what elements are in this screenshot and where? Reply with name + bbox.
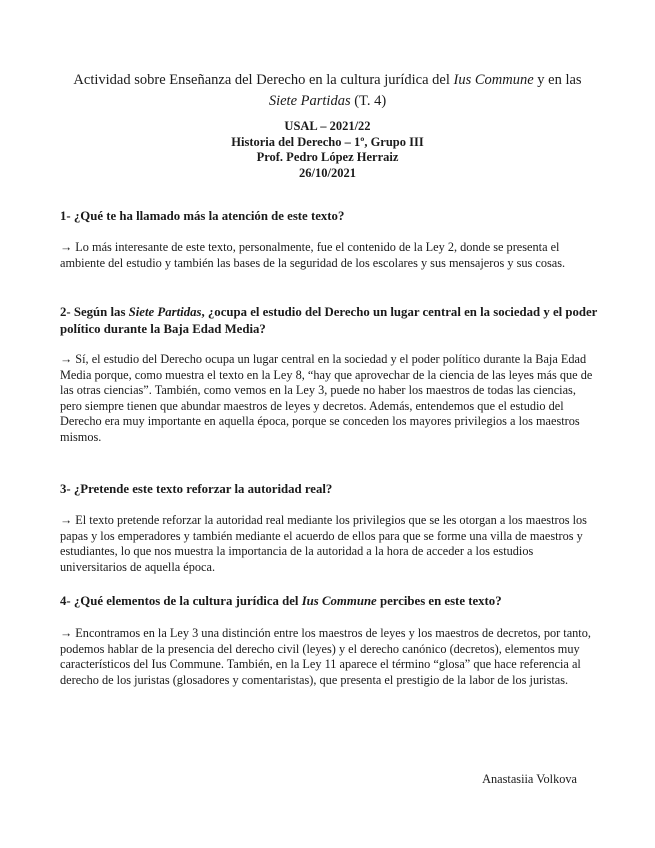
title-part1: Actividad sobre Enseñanza del Derecho en la cultura jurídica del [73,72,454,88]
arrow-icon: → [60,626,73,640]
question-1: 1- ¿Qué te ha llamado más la atención de este texto? [60,209,345,223]
question-4-part2: percibes en este texto? [376,594,502,608]
answer-4-text: Encontramos en la Ley 3 una distinción entre los maestros de leyes y los maestros de decretos, por tanto, podemos hablar de la presencia del derecho civil (leyes) y el derecho canónico (decretos), elementos muy característicos del Ius Commune. También, en la Ley 11 aparece el término “glosa” que hace referencia al derecho de los juristas (glosadores y comentaristas), que presenta el prestigio de la labor de los juristas. [60,626,591,687]
answer-2-text: Sí, el estudio del Derecho ocupa un lugar central en la sociedad y el poder político durante la Baja Edad Media porque, como muestra el texto en la Ley 8, “hay que aprovechar de la ciencia de las leyes más que de las otras ciencias”. También, como vemos en la Ley 3, puede no haber los maestros de todas las ciencias, pero siempre tienen que abundar maestros de leyes y decretos. Además, entendemos que el estudio del Derecho era muy importante en aquella época, porque se conceden los mayores privilegios a los maestros mismos. [60,352,593,444]
title-ius-commune: Ius Commune [453,72,534,88]
meta-course-year: USAL – 2021/22 [284,119,371,133]
author-signature: Anastasiia Volkova [482,772,577,786]
answer-1 [60,240,600,271]
answer-1-text: Lo más interesante de este texto, personalmente, fue el contenido de la Ley 2, donde se presenta el ambiente del estudio y también las bases de la seguridad de los escolares y sus mensajeros y sus cosas. [60,240,566,270]
arrow-icon: → [60,352,73,366]
title-part2: y en las [533,72,582,88]
meta-date: 26/10/2021 [299,165,356,180]
question-2-part2: , ¿ocupa el estudio del Derecho un lugar central en la sociedad y el poder político durante la Baja Edad Media? [60,305,598,336]
arrow-icon: → [60,240,73,254]
document-meta [40,119,615,181]
meta-subject: Historia del Derecho – 1º, Grupo III [231,134,424,149]
question-2-part1: 2- Según las [60,305,129,319]
answer-3 [60,513,600,575]
answer-2 [60,352,600,445]
question-2 [60,304,600,338]
question-4 [60,593,600,610]
arrow-icon: → [60,513,73,527]
question-3: 3- ¿Pretende este texto reforzar la autoridad real? [60,482,333,496]
title-part3: (T. 4) [350,93,387,109]
document-title [40,70,615,112]
question-4-part1: 4- ¿Qué elementos de la cultura jurídica del [60,594,302,608]
answer-4 [60,626,600,688]
answer-3-text: El texto pretende reforzar la autoridad real mediante los privilegios que se les otorgan a los maestros los papas y los emperadores y también mediante el acuerdo de ellos para que se forme una villa de maestros y estudiantes, lo que nos muestra la importancia de la autoridad a la hora de acceder a los estudios universitarios de aquella época. [60,513,587,574]
title-siete-partidas: Siete Partidas [268,93,351,109]
question-4-italic: Ius Commune [301,594,377,608]
question-2-italic: Siete Partidas [128,305,202,319]
meta-professor: Prof. Pedro López Herraiz [256,150,399,164]
